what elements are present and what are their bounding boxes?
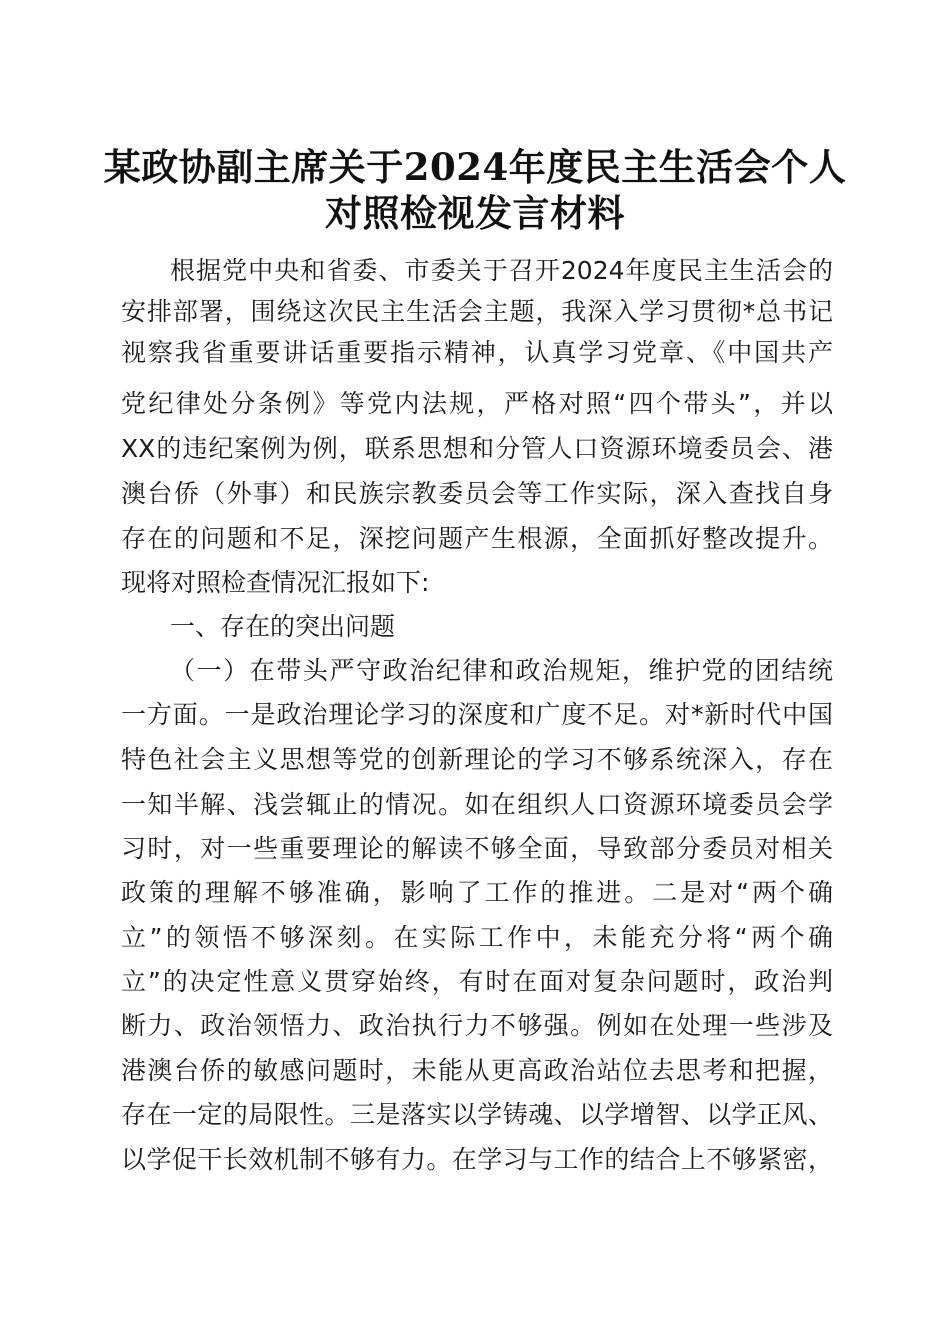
section-heading: 一、存在的突出问题 — [170, 612, 396, 641]
paragraph-line: 党纪律处分条例》等党内法规，严格对照“四个带头”，并以 — [121, 389, 833, 418]
paragraph-line: 特色社会主义思想等党的创新理论的学习不够系统深入，存在 — [121, 745, 833, 774]
paragraph-line: 断力、政治领悟力、政治执行力不够强。例如在处理一些涉及 — [121, 1011, 833, 1040]
paragraph-line: （一）在带头严守政治纪律和政治规矩，维护党的团结统 — [170, 656, 833, 685]
paragraph-line: XX的违纪案例为例，联系思想和分管人口资源环境委员会、港 — [121, 434, 833, 463]
paragraph-line: 安排部署，围绕这次民主生活会主题，我深入学习贯彻*总书记 — [121, 297, 833, 326]
paragraph-line: 立”的领悟不够深刻。在实际工作中，未能充分将“两个确 — [121, 923, 833, 952]
paragraph-line: 澳台侨（外事）和民族宗教委员会等工作实际，深入查找自身 — [121, 479, 833, 508]
paragraph-line: 习时，对一些重要理论的解读不够全面，导致部分委员对相关 — [121, 834, 833, 863]
document-title-line-2: 对照检视发言材料 — [325, 191, 625, 235]
paragraph-line: 立”的决定性意义贯穿始终，有时在面对复杂问题时，政治判 — [121, 967, 833, 996]
document-title-line-1: 某政协副主席关于2024年度民主生活会个人 — [103, 145, 847, 189]
paragraph-line: 一知半解、浅尝辄止的情况。如在组织人口资源环境委员会学 — [121, 790, 833, 819]
paragraph-line: 根据党中央和省委、市委关于召开2024年度民主生活会的 — [170, 256, 833, 285]
paragraph-line: 政策的理解不够准确，影响了工作的推进。二是对“两个确 — [121, 878, 833, 907]
paragraph-line: 港澳台侨的敏感问题时，未能从更高政治站位去思考和把握， — [121, 1056, 833, 1085]
paragraph-line: 以学促干长效机制不够有力。在学习与工作的结合上不够紧密， — [121, 1145, 833, 1174]
paragraph-line: 存在的问题和不足，深挖问题产生根源，全面抓好整改提升。 — [121, 524, 833, 553]
paragraph-line: 现将对照检查情况汇报如下: — [121, 568, 430, 597]
paragraph-line: 视察我省重要讲话重要指示精神，认真学习党章、《中国共产 — [121, 338, 833, 367]
paragraph-line: 存在一定的局限性。三是落实以学铸魂、以学增智、以学正风、 — [121, 1100, 833, 1129]
paragraph-line: 一方面。一是政治理论学习的深度和广度不足。对*新时代中国 — [121, 700, 833, 729]
